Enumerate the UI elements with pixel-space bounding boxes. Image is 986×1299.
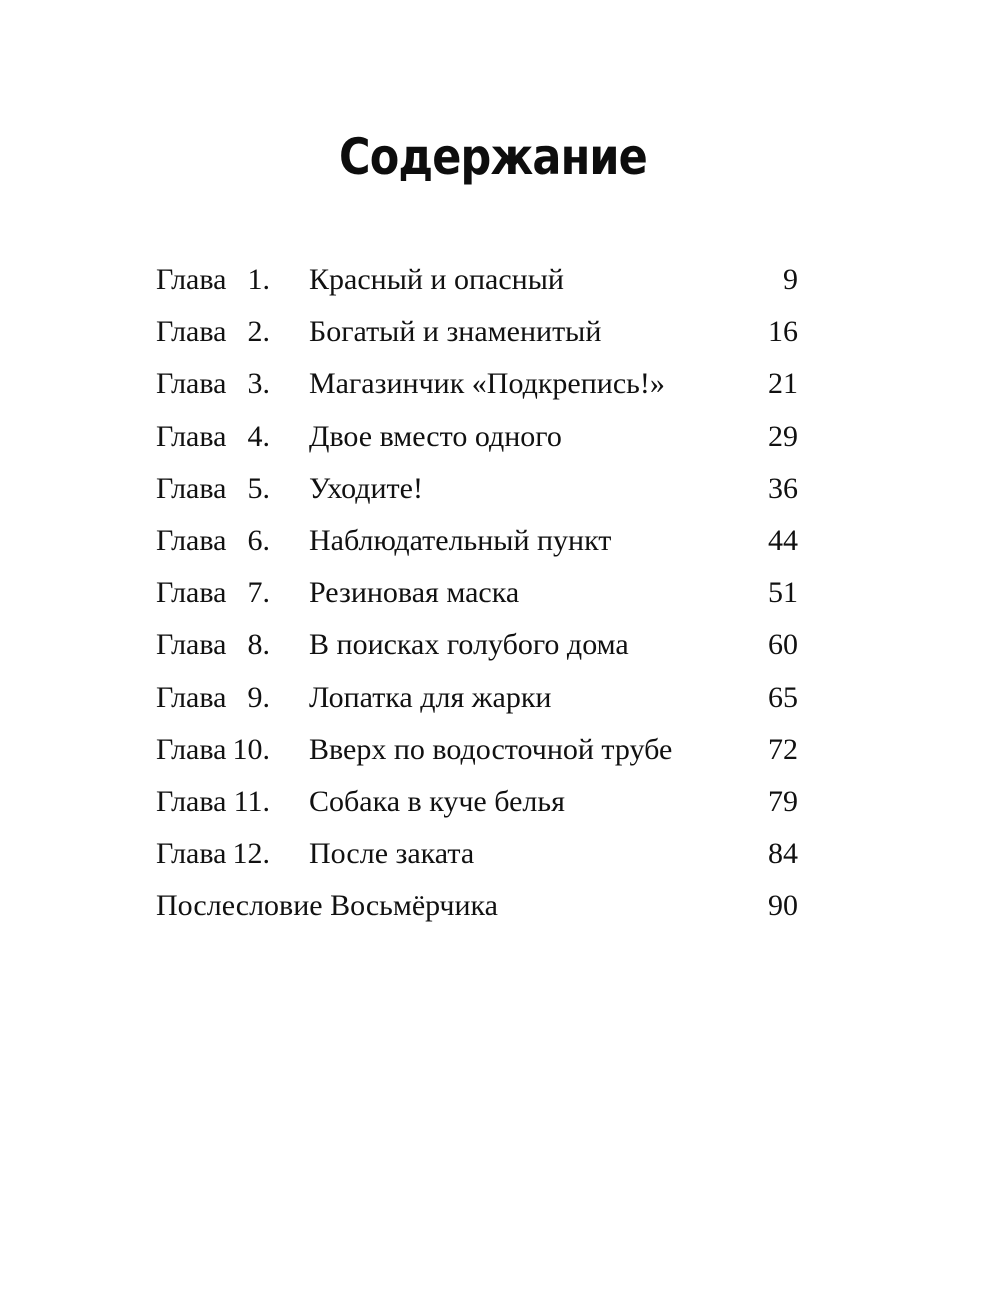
toc-entry [156, 623, 798, 675]
chapter-heading: Магазинчик «Подкрепись!» [309, 367, 665, 401]
chapter-number: 6. [247, 523, 270, 557]
toc-entry [156, 832, 798, 884]
toc-entry [156, 258, 798, 310]
toc-entry [156, 415, 798, 467]
toc-entry [156, 780, 798, 832]
chapter-number: 12. [232, 837, 270, 871]
toc-entry-afterword [156, 884, 798, 936]
toc-entry [156, 467, 798, 519]
afterword-heading: Послесловие Восьмёрчика [156, 889, 498, 923]
page-number: 51 [768, 576, 798, 610]
page-number: 65 [768, 680, 798, 714]
chapter-number: 10. [232, 732, 270, 766]
chapter-label: Глава [156, 784, 227, 818]
chapter-label: Глава [156, 732, 227, 766]
page-title: Содержание [339, 128, 647, 186]
toc-entry [156, 362, 798, 414]
chapter-label: Глава [156, 419, 227, 453]
chapter-heading: Двое вместо одного [309, 419, 562, 453]
page-number: 16 [768, 315, 798, 349]
page-number: 90 [768, 889, 798, 923]
chapter-label: Глава [156, 523, 227, 557]
chapter-heading: Лопатка для жарки [309, 680, 552, 714]
chapter-heading: После заката [309, 837, 475, 871]
chapter-number: 5. [247, 471, 270, 505]
chapter-label: Глава [156, 315, 227, 349]
chapter-heading: Богатый и знаменитый [309, 315, 602, 349]
toc-entry [156, 728, 798, 780]
chapter-label: Глава [156, 837, 227, 871]
toc-entry [156, 310, 798, 362]
page-number: 29 [768, 419, 798, 453]
chapter-number: 11. [233, 784, 270, 818]
chapter-number: 7. [247, 576, 270, 610]
page-number: 44 [768, 523, 798, 557]
page-number: 21 [768, 367, 798, 401]
chapter-label: Глава [156, 680, 227, 714]
chapter-heading: Уходите! [309, 471, 423, 505]
chapter-number: 8. [247, 628, 270, 662]
chapter-label: Глава [156, 367, 227, 401]
toc-entry [156, 571, 798, 623]
page-number: 36 [768, 471, 798, 505]
page-number: 72 [768, 732, 798, 766]
toc-entry [156, 519, 798, 571]
page-number: 9 [783, 263, 798, 296]
chapter-number: 2. [247, 315, 270, 349]
chapter-heading: Резиновая маска [309, 576, 520, 610]
chapter-label: Глава [156, 471, 227, 505]
toc-entry [156, 676, 798, 728]
chapter-number: 9. [247, 680, 270, 714]
chapter-heading: В поисках голубого дома [309, 628, 629, 662]
table-of-contents [156, 258, 798, 936]
chapter-label: Глава [156, 628, 227, 662]
page-number: 84 [768, 837, 798, 871]
chapter-heading: Красный и опасный [309, 263, 564, 296]
chapter-number: 4. [247, 419, 270, 453]
chapter-heading: Наблюдательный пункт [309, 523, 612, 557]
chapter-number: 1. [247, 263, 270, 296]
chapter-number: 3. [247, 367, 270, 401]
page-number: 79 [768, 784, 798, 818]
chapter-heading: Собака в куче белья [309, 784, 565, 818]
chapter-heading: Вверх по водосточной трубе [309, 732, 673, 766]
chapter-label: Глава [156, 263, 227, 296]
chapter-label: Глава [156, 576, 227, 610]
page-number: 60 [768, 628, 798, 662]
